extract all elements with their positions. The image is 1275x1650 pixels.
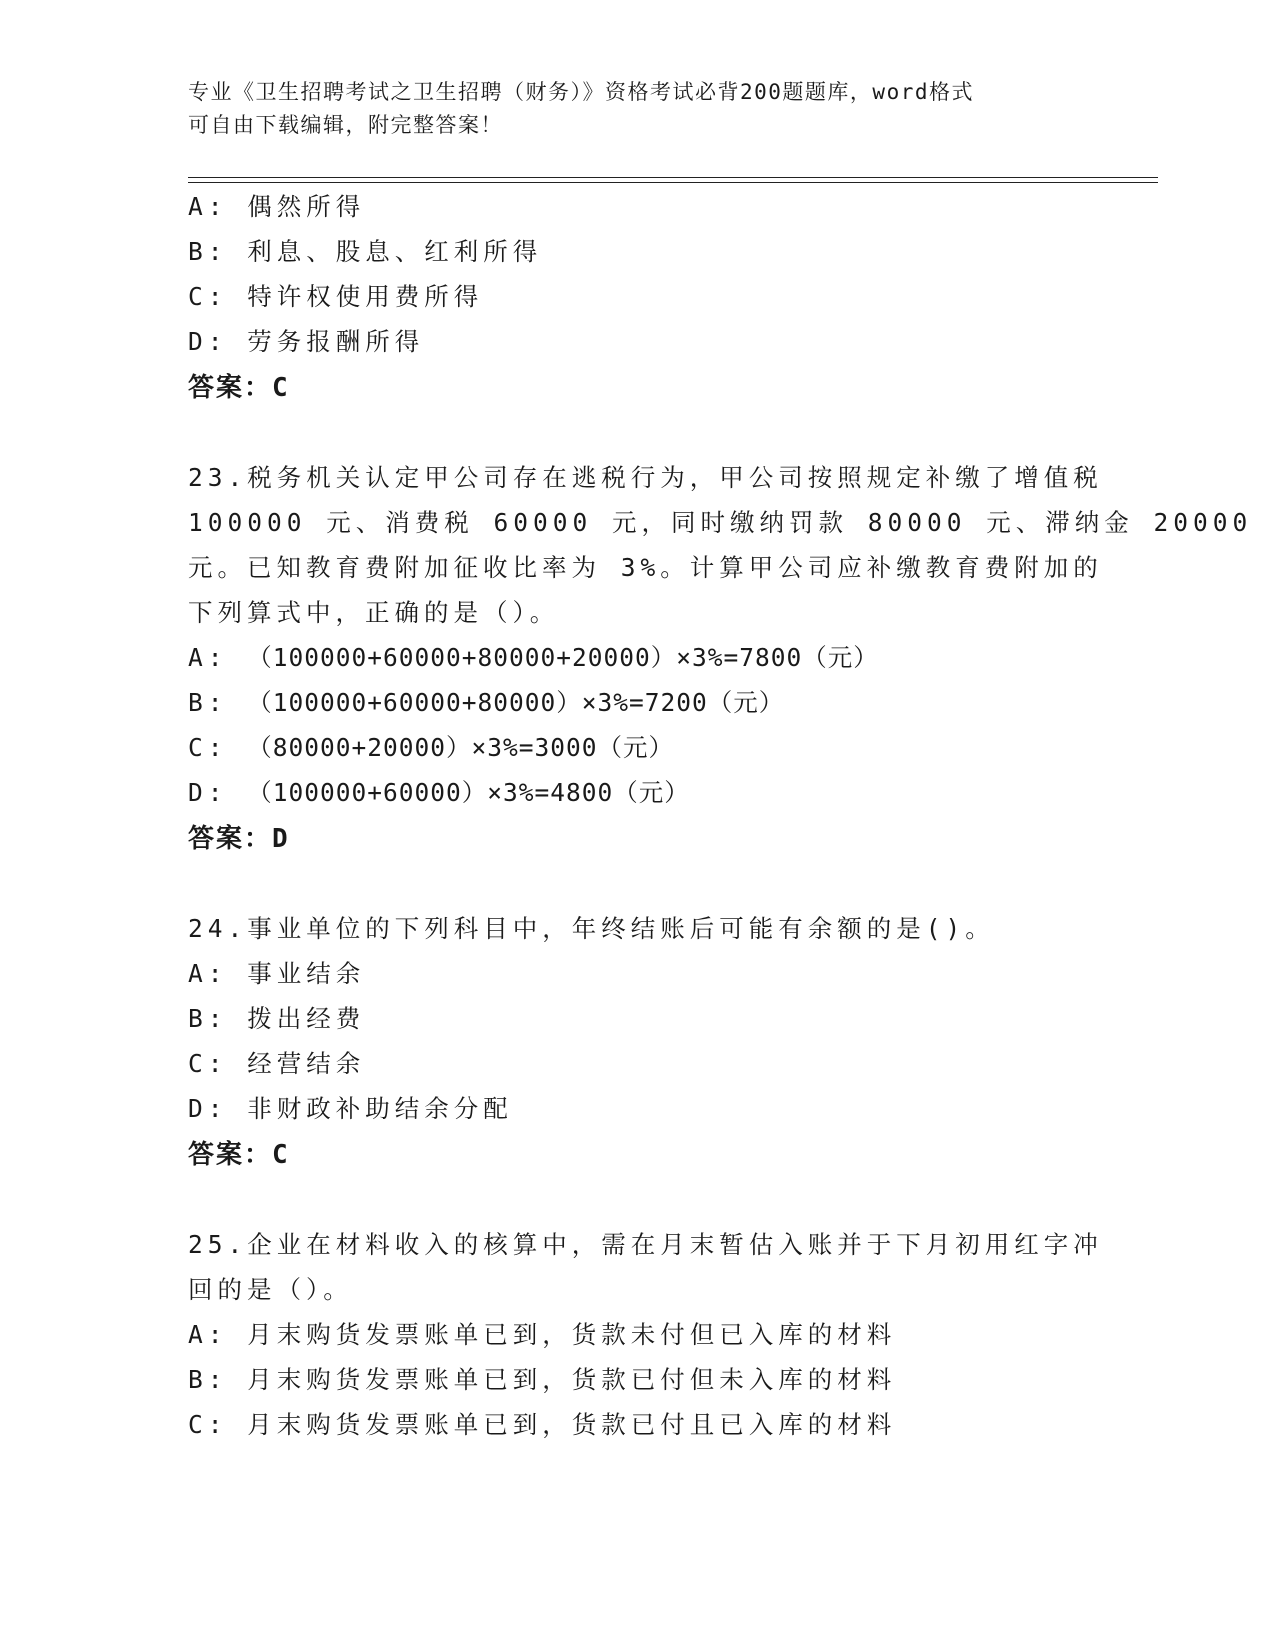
option-label: D: — [188, 327, 228, 356]
option-label: A: — [188, 643, 228, 672]
option-label: B: — [188, 688, 228, 717]
option-text: 月末购货发票账单已到，货款已付且已入库的材料 — [247, 1410, 897, 1439]
option-line — [188, 327, 424, 357]
answer-line: 答案：D — [188, 824, 290, 854]
option-label: A: — [188, 1320, 228, 1349]
option-text: （80000+20000）×3%=3000（元） — [247, 733, 675, 762]
option-text: 经营结余 — [247, 1049, 366, 1078]
answer-line: 答案：C — [188, 373, 290, 403]
option-line — [188, 1320, 896, 1350]
option-label: D: — [188, 1094, 228, 1123]
option-text: （100000+60000）×3%=4800（元） — [247, 778, 690, 807]
option-label: C: — [188, 1049, 228, 1078]
option-text: 劳务报酬所得 — [247, 327, 425, 356]
header-divider-top — [188, 177, 1158, 178]
option-line — [188, 1049, 365, 1079]
option-line — [188, 959, 365, 989]
option-text: （100000+60000+80000+20000）×3%=7800（元） — [247, 643, 879, 672]
option-line — [188, 778, 690, 808]
header-line-2: 可自由下载编辑，附完整答案！ — [188, 113, 503, 137]
option-label: C: — [188, 1410, 228, 1439]
option-label: C: — [188, 733, 228, 762]
header-line-1: 专业《卫生招聘考试之卫生招聘（财务）》资格考试必背200题题库，word格式 — [188, 80, 974, 104]
option-line — [188, 1094, 513, 1124]
question-stem-line: 24.事业单位的下列科目中，年终结账后可能有余额的是()。 — [188, 914, 995, 943]
option-text: 非财政补助结余分配 — [247, 1094, 513, 1123]
question-stem-line: 元。已知教育费附加征收比率为 3%。计算甲公司应补缴教育费附加的 — [188, 553, 1103, 582]
question-stem-line: 25.企业在材料收入的核算中，需在月末暂估入账并于下月初用红字冲 — [188, 1230, 1103, 1259]
option-text: 事业结余 — [247, 959, 366, 988]
option-text: 拨出经费 — [247, 1004, 366, 1033]
option-line — [188, 643, 879, 673]
option-line — [188, 192, 365, 222]
option-text: 特许权使用费所得 — [247, 282, 484, 311]
option-line — [188, 282, 483, 312]
question-stem-line: 下列算式中，正确的是（）。 — [188, 598, 560, 627]
header-divider-bottom — [188, 182, 1158, 183]
question-stem-line: 23.税务机关认定甲公司存在逃税行为，甲公司按照规定补缴了增值税 — [188, 463, 1103, 492]
option-line — [188, 237, 542, 267]
option-line — [188, 733, 674, 763]
question-stem-line: 100000 元、消费税 60000 元，同时缴纳罚款 80000 元、滞纳金 20000 — [188, 508, 1253, 537]
option-label: A: — [188, 192, 228, 221]
option-label: B: — [188, 1365, 228, 1394]
option-text: （100000+60000+80000）×3%=7200（元） — [247, 688, 785, 717]
option-label: A: — [188, 959, 228, 988]
option-label: D: — [188, 778, 228, 807]
option-line — [188, 1365, 896, 1395]
answer-line: 答案：C — [188, 1140, 290, 1170]
option-text: 月末购货发票账单已到，货款未付但已入库的材料 — [247, 1320, 897, 1349]
option-line — [188, 1410, 896, 1440]
document-header — [188, 76, 1088, 142]
option-text: 利息、股息、红利所得 — [247, 237, 543, 266]
option-line — [188, 688, 784, 718]
option-text: 月末购货发票账单已到，货款已付但未入库的材料 — [247, 1365, 897, 1394]
question-stem-line: 回的是（）。 — [188, 1275, 353, 1304]
option-line — [188, 1004, 365, 1034]
option-label: B: — [188, 237, 228, 266]
option-text: 偶然所得 — [247, 192, 366, 221]
option-label: C: — [188, 282, 228, 311]
option-label: B: — [188, 1004, 228, 1033]
